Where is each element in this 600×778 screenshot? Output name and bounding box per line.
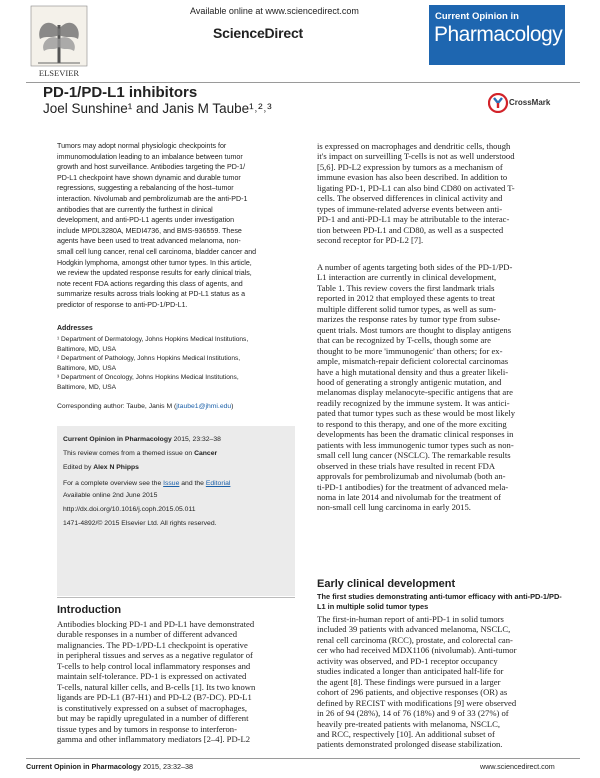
available-online-text: Available online at www.sciencedirect.com [190, 6, 359, 16]
footer-divider [26, 758, 580, 759]
early-clinical-heading: Early clinical development [317, 578, 456, 590]
footer-site[interactable]: www.sciencedirect.com [480, 762, 555, 771]
info-divider [57, 597, 295, 598]
copyright: 1471-4892/© 2015 Elsevier Ltd. All rights reserved. [63, 520, 217, 527]
journal-name-line2: Pharmacology [434, 23, 563, 46]
body-paragraph-2: A number of agents targeting both sides of the PD-1/PD- L1 interaction are currently in clinical development, Table 1. This review covers the first landmark trials reported in 2012 that employed these agents to treat multiple different solid tumor types, as well as sum- marizes the response rates by tumor type from subse- quent trials. Most tumors are thought to display antigens that can be recognized by T-cells, though some are thought to be more 'immunogenic' than others; for ex- ample, mismatch-repair deficient colorectal carcinomas have a high mutational density and thus a greater likeli- hood of generating a strongly antigenic mutation, and melanomas display melanocyte-specific antigens that are readily recognized by the immune system. It was antici- pated that tumor types such as these would be most likely to respond to this therapy, and one of the more exciting developments has been the dramatic clinical responses in patients with less immunogenic tumor types such as non- small cell lung cancer (NSCLC). The remarkable results observed in these trials have resulted in recent FDA approvals for pembrolizumab and nivolumab (both an- ti-PD-1 antibodies) for the treatment of advanced mela- noma in late 2014 and nivolumab for the treatment of non-small cell lung carcinoma in early 2015. [317, 262, 516, 513]
article-title: PD-1/PD-L1 inhibitors [43, 84, 198, 101]
issue-theme: Cancer [194, 450, 218, 457]
addresses-list: ¹ Department of Dermatology, Johns Hopkins Medical Institutions, Baltimore, MD, USA ² Department of Pathology, Johns Hopkins Medical Institutions, Baltimore, MD, USA ³ Department of Oncology, Johns Hopkins Medical Institutions, Baltimore, MD, USA [57, 336, 249, 391]
journal-banner[interactable] [429, 5, 565, 65]
footer-citation: Current Opinion in Pharmacology 2015, 23:32–38 [26, 762, 193, 771]
elsevier-logo [30, 5, 88, 79]
addresses-heading: Addresses [57, 325, 93, 332]
issue-link[interactable]: Issue [163, 480, 180, 487]
introduction-text: Antibodies blocking PD-1 and PD-L1 have demonstrated durable responses in a number of different advanced malignancies. The PD-1/PD-L1 checkpoint is operative in peripheral tissues and serves as a negative regulator of T-cells to help control local inflammatory responses and maintain self-tolerance. PD-1 is expressed on activated T-cells, natural killer cells, and B-cells [1]. Its two known ligands are PD-L1 (B7-H1) and PD-L2 (B7-DC). PD-L1 is constitutively expressed on a subset of macrophages, but may be rapidly upregulated in a number of different tissue types and by tumors in response to interferon- gamma and other inflammatory mediators [2–4]. PD-L2 [57, 619, 256, 744]
abstract: Tumors may adopt normal physiologic checkpoints for immunomodulation leading to an imbalance between tumor growth and host surveillance. Antibodies targeting the PD-1/ PD-L1 checkpoint have shown dynamic and durable tumor regressions, suggesting a rebalancing of the host–tumor interaction. Nivolumab and pembrolizumab are the anti-PD-1 antibodies that are currently the furthest in clinical development, and anti-PD-L1 agents under investigation include MPDL3280A, MEDI4736, and BMS-936559. These agents have been used to treat advanced melanoma, non- small cell lung cancer, renal cell carcinoma, bladder cancer and Hodgkin lymphoma, amongst other tumor types. In this article, we review the updated response results for early clinical trials, note recent FDA actions regarding this class of agents, and summarize results across trials looking at PD-L1 status as a predictor of response to anti-PD-1/PD-L1. [57, 142, 257, 309]
early-clinical-subheading: The first studies demonstrating anti-tumor efficacy with anti-PD-1/PD-L1 in multiple solid tumor types [317, 592, 562, 611]
corresponding-author: Corresponding author: Taube, Janis M (jtaube1@jhmi.edu) [57, 403, 234, 410]
early-clinical-text: The first-in-human report of anti-PD-1 in solid tumors included 39 patients with advanced melanoma, NSCLC, renal cell carcinoma (RCC), prostate, and colorectal can- cer who had received MDX1106 (nivolumab). Anti-tumor activity was observed, and PD-1 receptor occupancy studies indicated a longer than anticipated half-life for the agent [8]. These findings were pursued in a larger cohort of 296 patients, and objective responses (OR) as defined by RECIST with modifications [9] were observed in 26 of 94 (28%), 14 of 76 (18%) and 9 of 33 (27%) of heavily pre-treated patients with melanoma, NSCLC, and RCC, respectively [10]. An additional subset of patients demonstrated prolonged disease stabilization. [317, 614, 517, 750]
journal-name-line1: Current Opinion in [435, 11, 519, 22]
crossmark-badge[interactable] [488, 93, 556, 113]
editor-name: Alex N Phipps [93, 464, 139, 471]
crossmark-label: CrossMark [509, 98, 551, 107]
body-paragraph-1: is expressed on macrophages and dendritic cells, though it's impact on surveilling T-cells is not as well understood [5,6]. PD-L2 expression by tumors as a mechanism of immune evasion has also been described. In addition to ligating PD-1, PD-L1 can also bind CD80 on activated T- cells. The observed differences in clinical activity and types of immune-related adverse events between anti- PD-1 and anti-PD-L1 may be attributable to the interac- tion between PD-L1 and CD80, as well as a suspected second receptor for PD-L2 [7]. [317, 141, 515, 246]
author-email-link[interactable]: jtaube1@jhmi.edu [176, 403, 232, 410]
info-journal: Current Opinion in Pharmacology [63, 436, 172, 443]
editorial-link[interactable]: Editorial [205, 480, 231, 487]
article-authors: Joel Sunshine¹ and Janis M Taube¹˒²˒³ [43, 101, 272, 116]
article-info-box: Current Opinion in Pharmacology 2015, 23:32–38 This review comes from a themed issue on Cancer Edited by Alex N Phipps For a complete overview see the Issue and the Editorial Available online 2nd June 2015 http://dx.doi.org/10.1016/j.coph.2015.05.011 1471-4892/© 2015 Elsevier Ltd. All rights reserved. [57, 426, 295, 596]
sciencedirect-brand[interactable]: ScienceDirect [213, 25, 304, 41]
introduction-heading: Introduction [57, 604, 122, 616]
header-divider [26, 82, 580, 83]
publisher-name: ELSEVIER [38, 68, 80, 78]
doi-link[interactable]: http://dx.doi.org/10.1016/j.coph.2015.05.011 [63, 506, 196, 513]
available-date: Available online 2nd June 2015 [63, 492, 158, 499]
